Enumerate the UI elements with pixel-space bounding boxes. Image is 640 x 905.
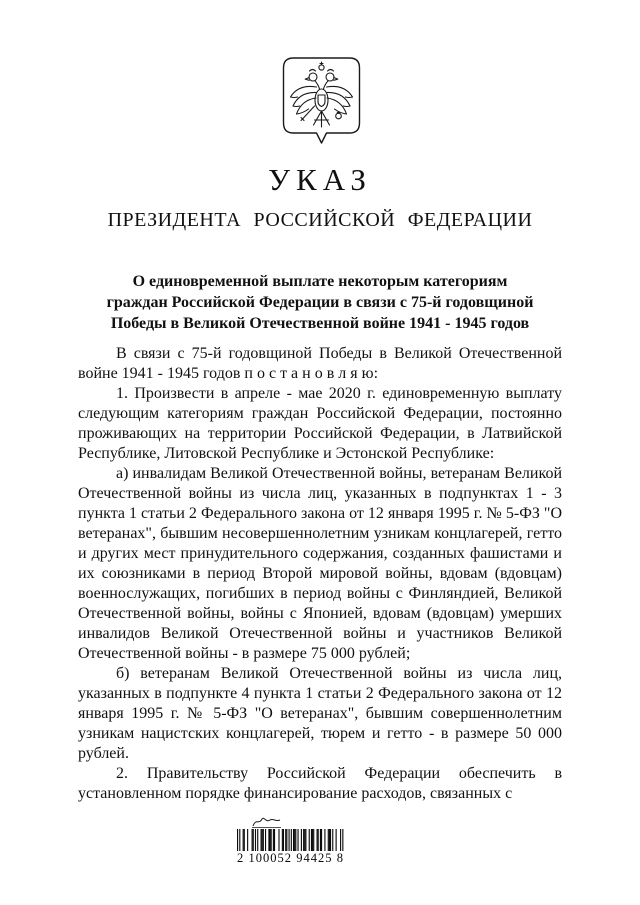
double-headed-eagle-icon bbox=[280, 56, 363, 154]
barcode-bars bbox=[237, 829, 360, 851]
coat-of-arms bbox=[280, 56, 363, 154]
barcode-number bbox=[237, 852, 344, 865]
paragraph: В связи с 75-й годовщиной Победы в Великой Отечественной войне 1941 - 1945 годов п о с т а н о в л я ю: bbox=[78, 345, 562, 382]
barcode-digit-group: 8 bbox=[336, 851, 344, 865]
subject-line: Победы в Великой Отечественной войне 1941 - 1945 годов bbox=[110, 315, 530, 332]
subject-line: О единовременной выплате некоторым категориям bbox=[132, 273, 508, 290]
barcode-digit-group: 2 bbox=[237, 851, 245, 865]
paragraph: б) ветеранам Великой Отечественной войны из числа лиц, указанных в подпункте 4 пункта 1 статьи 2 Федерального закона от 12 января 1995 г. № 5-ФЗ "О ветеранах", бывшим совершеннолетним узникам нацистских концлагерей, тюрем и гетто - в размере 50 000 рублей. bbox=[78, 665, 562, 762]
barcode bbox=[237, 829, 347, 865]
paragraph: а) инвалидам Великой Отечественной войны, ветеранам Великой Отечественной войны из числа лиц, указанных в подпунктах 1 - 3 пункта 1 статьи 2 Федерального закона от 12 января 1995 г. № 5-ФЗ "О ветеранах", бывшим несовершеннолетним узникам концлагерей, гетто и других мест принудительного содержания, созданных фашистами и их союзниками в период Второй мировой войны, вдовам (вдовцам) военнослужащих, погибших в период войны с Финляндией, Великой Отечественной войны, войны с Японией, вдовам (вдовцам) умерших инвалидов Великой Отечественной войны и участников Великой Отечественной войны - в размере 75 000 рублей; bbox=[78, 465, 562, 662]
decree-subject-heading bbox=[70, 271, 570, 334]
decree-title: УКАЗ bbox=[268, 162, 372, 197]
body-paragraphs bbox=[78, 344, 562, 804]
paragraph: 2. Правительству Российской Федерации обеспечить в установленном порядке финансирование расходов, связанных с bbox=[78, 765, 562, 802]
subject-line: граждан Российской Федерации в связи с 75-й годовщиной bbox=[106, 294, 534, 311]
barcode-digit-group: 94425 bbox=[296, 851, 333, 865]
signature-mark bbox=[250, 815, 284, 830]
paragraph: 1. Произвести в апреле - мае 2020 г. единовременную выплату следующим категориям граждан Российской Федерации, постоянно проживающих на территории Российской Федерации, в Латвийской Республике, Литовской Республике и Эстонской Республике: bbox=[78, 385, 562, 462]
decree-issuer: ПРЕЗИДЕНТА РОССИЙСКОЙ ФЕДЕРАЦИИ bbox=[107, 209, 533, 231]
barcode-digit-group: 100052 bbox=[248, 851, 292, 865]
